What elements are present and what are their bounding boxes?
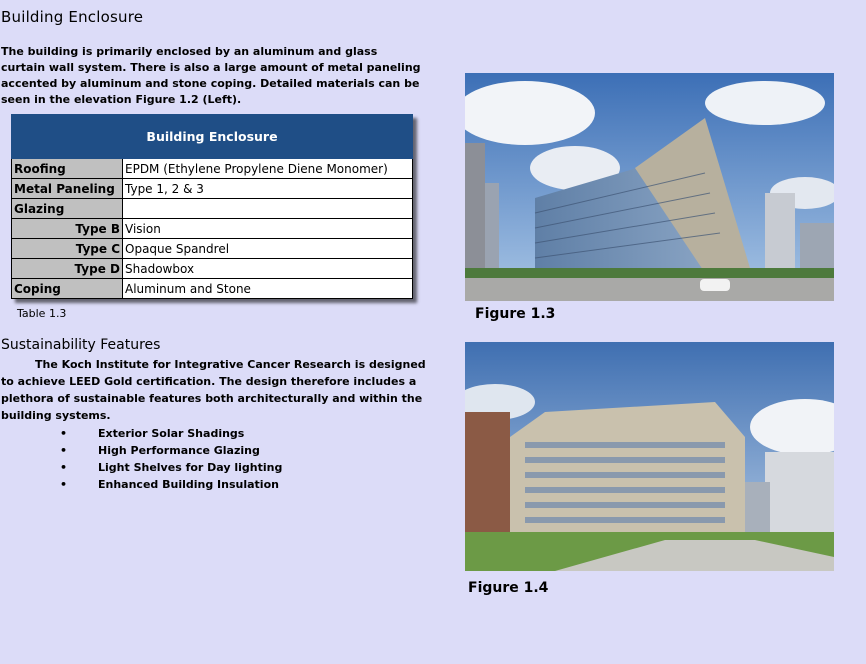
bullet-icon: • [60, 478, 68, 491]
table-row [12, 239, 413, 259]
section-title-sustainability: Sustainability Features [1, 337, 161, 353]
table-header: Building Enclosure [12, 115, 413, 159]
list-item-text: High Performance Glazing [98, 444, 260, 457]
row-label: Type B [12, 219, 123, 239]
table-row [12, 199, 413, 219]
list-item [60, 425, 282, 442]
row-value [123, 199, 413, 219]
table-row [12, 279, 413, 299]
table-caption: Table 1.3 [17, 307, 67, 320]
section-title-building-enclosure: Building Enclosure [1, 8, 144, 26]
list-item [60, 442, 282, 459]
table-row [12, 159, 413, 179]
list-item-text: Exterior Solar Shadings [98, 427, 245, 440]
row-label: Type C [12, 239, 123, 259]
row-value: Aluminum and Stone [123, 279, 413, 299]
sustainability-feature-list [60, 425, 282, 493]
table-row [12, 219, 413, 239]
row-label: Metal Paneling [12, 179, 123, 199]
row-label: Coping [12, 279, 123, 299]
row-value: Vision [123, 219, 413, 239]
figure-1-4-caption: Figure 1.4 [468, 580, 549, 596]
row-label: Type D [12, 259, 123, 279]
row-value: Type 1, 2 & 3 [123, 179, 413, 199]
table-row [12, 179, 413, 199]
building-enclosure-table [11, 114, 413, 299]
row-value: Shadowbox [123, 259, 413, 279]
bullet-icon: • [60, 444, 68, 457]
sustainability-paragraph [1, 356, 433, 424]
figure-1-3-caption: Figure 1.3 [475, 306, 556, 322]
list-item-text: Light Shelves for Day lighting [98, 461, 283, 474]
list-item [60, 476, 282, 493]
sustainability-paragraph-text: The Koch Institute for Integrative Cancer Research is designed to achieve LEED Gold certification. The design therefore includes a plethora of sustainable features both architecturally and within the building systems. [1, 358, 426, 422]
building-enclosure-paragraph: The building is primarily enclosed by an aluminum and glass curtain wall system. There is also a large amount of metal paneling accented by aluminum and stone coping. Detailed materials can be seen in the elevation Figure 1.2 (Left). [1, 45, 421, 106]
figure-1-3-image [465, 73, 834, 301]
row-label: Roofing [12, 159, 123, 179]
table-row [12, 259, 413, 279]
figure-1-4-image [465, 342, 834, 571]
row-value: Opaque Spandrel [123, 239, 413, 259]
row-value: EPDM (Ethylene Propylene Diene Monomer) [123, 159, 413, 179]
bullet-icon: • [60, 461, 68, 474]
row-label: Glazing [12, 199, 123, 219]
list-item [60, 459, 282, 476]
list-item-text: Enhanced Building Insulation [98, 478, 279, 491]
bullet-icon: • [60, 427, 68, 440]
